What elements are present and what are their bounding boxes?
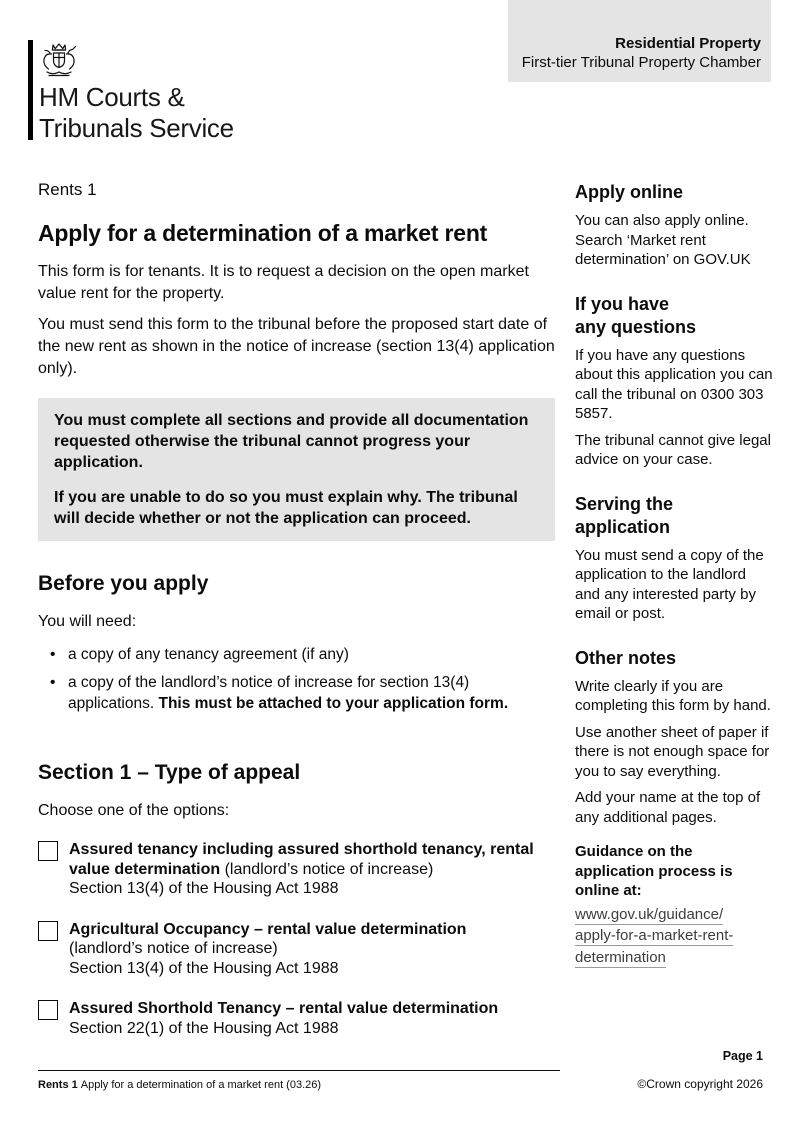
requirement-tenancy-agreement: a copy of any tenancy agreement (if any) — [68, 646, 349, 663]
option-title-normal: (landlord’s notice of increase) — [220, 860, 434, 878]
appeal-option-assured-shorthold — [38, 999, 555, 1038]
option-title-normal: (landlord’s notice of increase) — [69, 940, 278, 957]
serving-heading — [575, 493, 773, 539]
option-statute: Section 22(1) of the Housing Act 1988 — [69, 1019, 339, 1037]
sidebar-section-apply-online — [575, 181, 773, 270]
banner-subtitle: First-tier Tribunal Property Chamber — [521, 54, 761, 71]
apply-online-body: You can also apply online. Search ‘Market rent determination’ on GOV.UK — [575, 212, 751, 268]
option-title — [69, 840, 539, 879]
appeal-option-label — [69, 840, 539, 899]
before-you-apply-heading: Before you apply — [38, 572, 209, 595]
questions-heading — [575, 293, 773, 339]
logo-vertical-bar — [28, 40, 33, 140]
guidance-link[interactable] — [575, 905, 773, 970]
royal-coat-of-arms-icon — [38, 41, 80, 81]
guidance-lead: Guidance on the application process is online at: — [575, 843, 733, 899]
appeal-option-assured-tenancy — [38, 840, 555, 899]
intro-paragraph-2: You must send this form to the tribunal before the proposed start date of the new rent as shown in the notice of increase (section 13(4) application only). — [38, 316, 555, 377]
copyright-notice: ©Crown copyright 2026 — [637, 1077, 763, 1091]
chamber-banner — [508, 0, 771, 82]
questions-body-1: If you have any questions about this application you can call the tribunal on 0300 303 5857. — [575, 346, 773, 422]
org-name — [39, 82, 234, 144]
notice-paragraph-1: You must complete all sections and provide all documentation requested otherwise the tribunal cannot progress your application. — [54, 412, 529, 471]
sidebar-section-serving — [575, 493, 773, 624]
sidebar — [575, 181, 773, 969]
option-statute: Section 13(4) of the Housing Act 1988 — [69, 880, 339, 897]
main-column — [38, 180, 555, 1059]
other-notes-body-1: Write clearly if you are completing this form by hand. — [575, 677, 771, 714]
questions-heading-line2: any questions — [575, 316, 697, 337]
option-title — [69, 920, 539, 959]
requirement-notice-of-increase — [68, 672, 555, 714]
appeal-options — [38, 840, 555, 1038]
apply-online-heading: Apply online — [575, 182, 683, 202]
org-name-line1: HM Courts & — [39, 82, 185, 112]
footer-form-title: Apply for a determination of a market rent (03.26) — [80, 1079, 322, 1091]
before-you-apply-intro: You will need: — [38, 613, 137, 630]
banner-title: Residential Property — [615, 35, 761, 52]
checkbox-agricultural-occupancy[interactable] — [38, 921, 58, 941]
footer-form-code: Rents 1 — [38, 1079, 78, 1091]
appeal-option-label — [69, 920, 539, 979]
option-title-bold: Agricultural Occupancy – rental value determination — [69, 920, 467, 938]
serving-heading-line1: Serving the — [575, 493, 674, 514]
bullet-marker: • — [50, 674, 56, 691]
org-name-line2: Tribunals Service — [39, 113, 234, 143]
option-title — [69, 999, 539, 1019]
list-item — [50, 644, 555, 665]
requirement-text: a copy of the landlord’s notice of increase for section 13(4) applications. — [68, 674, 470, 712]
sidebar-section-other-notes — [575, 647, 773, 970]
footer-divider — [38, 1070, 560, 1071]
requirement-text-bold: This must be attached to your application form. — [158, 695, 509, 712]
serving-heading-line2: application — [575, 516, 671, 537]
other-notes-heading: Other notes — [575, 647, 677, 668]
option-statute: Section 13(4) of the Housing Act 1988 — [69, 959, 339, 977]
footer-form-reference — [38, 1079, 321, 1091]
requirements-list — [38, 644, 555, 714]
page-number: Page 1 — [722, 1049, 763, 1063]
form-code: Rents 1 — [38, 180, 97, 199]
page-title: Apply for a determination of a market rent — [38, 220, 488, 246]
intro-paragraph-1: This form is for tenants. It is to request a decision on the open market value rent for the property. — [38, 263, 529, 302]
section1-intro: Choose one of the options: — [38, 802, 230, 819]
questions-body-2: The tribunal cannot give legal advice on your case. — [575, 431, 771, 468]
notice-box — [38, 398, 555, 541]
notice-paragraph-2: If you are unable to do so you must explain why. The tribunal will decide whether or not the application can proceed. — [54, 489, 518, 527]
guidance-link-line1[interactable]: www.gov.uk/guidance/ — [575, 905, 724, 923]
guidance-link-line3[interactable]: determination — [575, 948, 666, 966]
checkbox-assured-shorthold[interactable] — [38, 1000, 58, 1020]
option-title-bold: Assured tenancy including assured shorthold tenancy, rental value determination — [69, 841, 534, 878]
other-notes-body-2: Use another sheet of paper if there is not enough space for you to say everything. — [575, 723, 770, 780]
appeal-option-agricultural-occupancy — [38, 920, 555, 979]
bullet-marker: • — [50, 646, 56, 663]
appeal-option-label — [69, 999, 539, 1038]
questions-heading-line1: If you have — [575, 293, 670, 314]
serving-body: You must send a copy of the application to the landlord and any interested party by email or post. — [575, 546, 764, 622]
list-item — [50, 672, 555, 714]
sidebar-section-questions — [575, 293, 773, 470]
guidance-link-line2[interactable]: apply-for-a-market-rent- — [575, 927, 734, 944]
checkbox-assured-tenancy[interactable] — [38, 841, 58, 861]
other-notes-body-3: Add your name at the top of any additional pages. — [575, 789, 761, 826]
section1-heading: Section 1 – Type of appeal — [38, 761, 301, 784]
option-title-bold: Assured Shorthold Tenancy – rental value determination — [69, 1000, 499, 1017]
